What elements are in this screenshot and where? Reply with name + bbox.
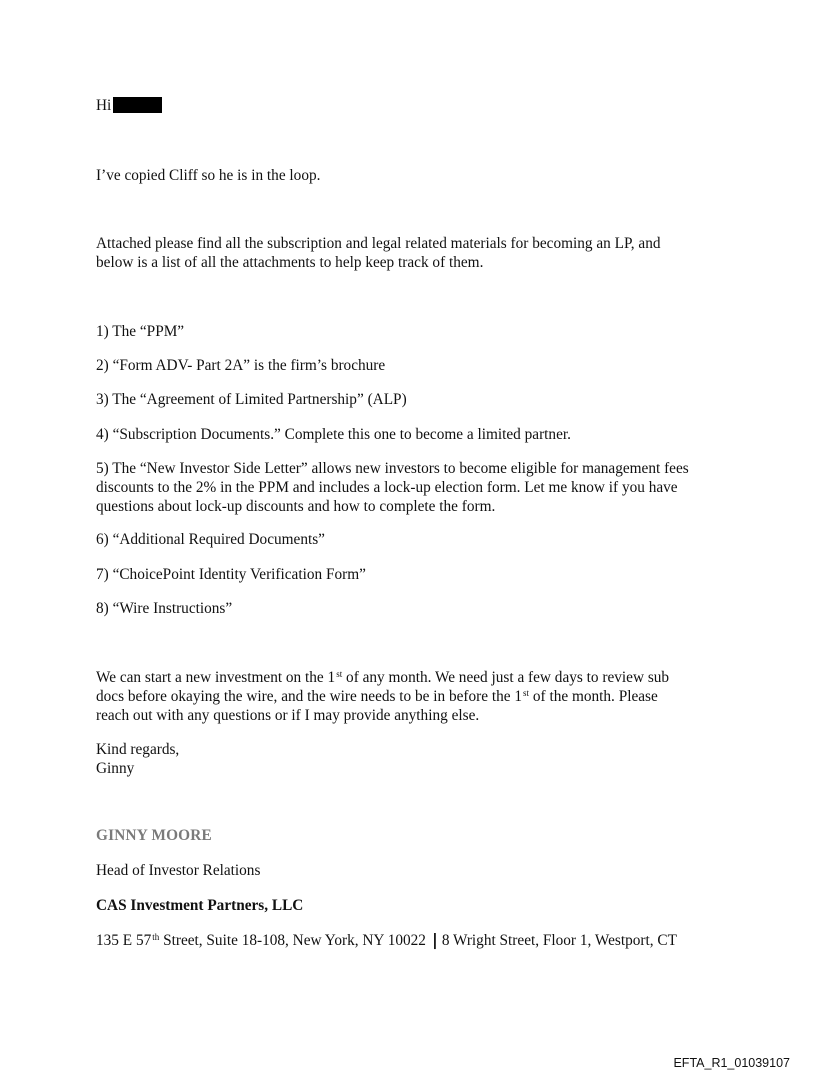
list-item-3: 3) The “Agreement of Limited Partnership” (ALP) [96,391,407,408]
list-item-5-line-2: discounts to the 2% in the PPM and includes a lock-up election form. Let me know if you have [96,479,678,496]
ordinal-suffix: st [336,669,343,679]
attachments-intro-line-2: below is a list of all the attachments to help keep track of them. [96,254,484,271]
address-c: 8 Wright Street, Floor 1, Westport, CT [441,932,677,949]
greeting-line [96,96,162,115]
list-item-1: 1) The “PPM” [96,323,185,340]
closing-line-2a: docs before okaying the wire, and the wire needs to be in before the 1 [96,688,523,705]
signature-name: GINNY MOORE [96,827,212,844]
redaction-box [113,97,162,113]
list-item-5 [96,459,689,516]
ordinal-suffix: st [523,688,530,698]
signoff-regards: Kind regards, [96,741,180,758]
attachments-intro [96,234,661,272]
greeting-text: Hi [96,97,112,114]
signoff-name: Ginny [96,760,135,777]
signoff [96,740,179,778]
signature-address [96,930,677,950]
address-b: Street, Suite 18-108, New York, NY 10022 [159,932,426,949]
closing-line-2b: of the month. Please [529,688,658,705]
list-item-5-line-3: questions about lock-up discounts and how to complete the form. [96,498,496,515]
document-id: EFTA_R1_01039107 [673,1056,790,1070]
closing-paragraph [96,668,669,725]
list-item-6: 6) “Additional Required Documents” [96,531,325,548]
closing-line-1a: We can start a new investment on the 1 [96,669,336,686]
closing-line-3: reach out with any questions or if I may provide anything else. [96,707,480,724]
signature-company: CAS Investment Partners, LLC [96,897,304,914]
intro-line: I’ve copied Cliff so he is in the loop. [96,167,321,184]
list-item-7: 7) “ChoicePoint Identity Verification Form” [96,566,366,583]
ordinal-suffix: th [152,932,160,942]
attachments-intro-line-1: Attached please find all the subscription and legal related materials for becoming an LP, and [96,235,661,252]
address-a: 135 E 57 [96,932,152,949]
list-item-2: 2) “Form ADV- Part 2A” is the firm’s brochure [96,357,386,374]
list-item-4: 4) “Subscription Documents.” Complete this one to become a limited partner. [96,426,571,443]
list-item-8: 8) “Wire Instructions” [96,600,233,617]
signature-title: Head of Investor Relations [96,862,261,879]
address-separator: | [431,930,438,949]
list-item-5-line-1: 5) The “New Investor Side Letter” allows new investors to become eligible for management fees [96,460,689,477]
closing-line-1b: of any month. We need just a few days to review sub [342,669,670,686]
